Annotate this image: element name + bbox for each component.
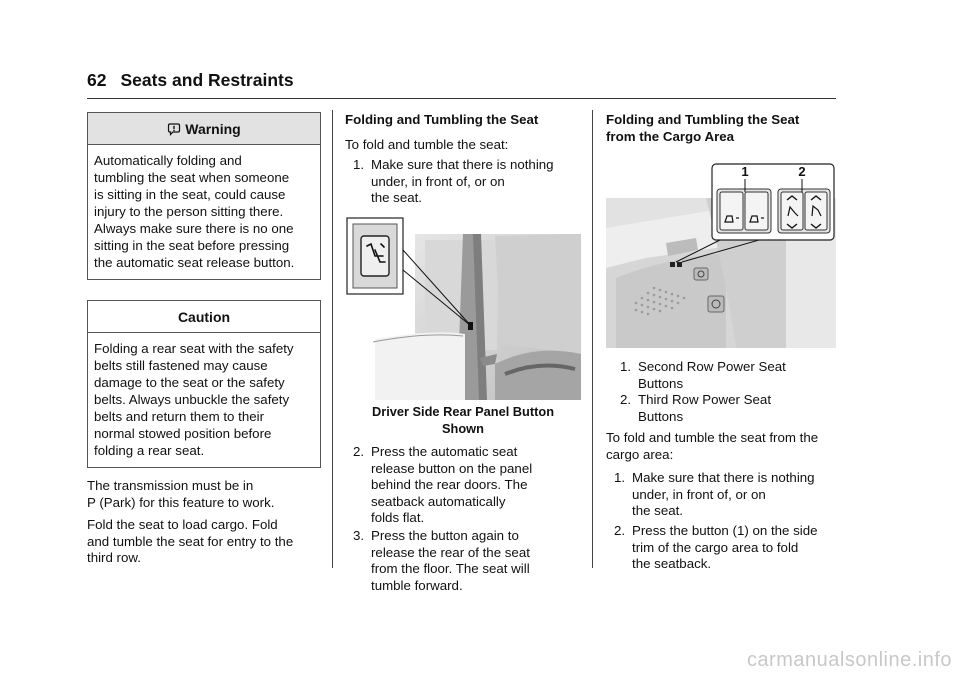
callout-1: 1	[741, 164, 749, 179]
cargo-step-2	[614, 523, 840, 573]
legend-item-2	[620, 392, 840, 426]
caution-line: belts still fastened may cause	[94, 358, 268, 373]
text-line: Make sure that there is nothing	[371, 157, 554, 172]
subheading-fold-tumble: Folding and Tumbling the Seat	[345, 112, 539, 127]
text-line: and tumble the seat for entry to the	[87, 533, 294, 549]
step-number: 1.	[614, 470, 626, 485]
text-line: release button on the panel	[371, 460, 533, 476]
step-number: 3.	[353, 528, 365, 543]
caution-header	[88, 301, 320, 333]
step-2	[353, 444, 583, 528]
cargo-intro	[606, 430, 818, 463]
column-divider	[332, 110, 333, 568]
text-line: tumble forward.	[371, 577, 463, 593]
transmission-note	[87, 478, 274, 511]
text-line: Fold the seat to load cargo. Fold	[87, 517, 278, 532]
text-line: Third Row Power Seat	[638, 392, 772, 407]
text-line: Press the button (1) on the side	[632, 523, 818, 538]
step-number: 1.	[353, 157, 365, 172]
text-line: release the rear of the seat	[371, 544, 530, 560]
warning-line: tumbling the seat when someone	[94, 170, 290, 185]
step-number: 2.	[614, 523, 626, 538]
caution-box	[87, 300, 321, 468]
text-line: P (Park) for this feature to work.	[87, 494, 275, 510]
second-row-button-right	[745, 192, 768, 230]
caution-line: Folding a rear seat with the safety	[94, 341, 294, 356]
column-divider	[592, 110, 593, 568]
subheading-cargo-area	[606, 112, 799, 145]
legend-number: 2.	[620, 392, 632, 407]
header-rule	[87, 98, 836, 99]
text-line: Second Row Power Seat	[638, 359, 786, 374]
text-line: Make sure that there is nothing	[632, 470, 815, 485]
text-line: Buttons	[638, 375, 684, 391]
legend-text	[638, 392, 771, 425]
caution-line: normal stowed position before	[94, 426, 272, 441]
text-line: seatback automatically	[371, 493, 506, 509]
text-line: To fold and tumble the seat from the	[606, 430, 819, 445]
step-1	[353, 157, 583, 207]
callout-2: 2	[798, 164, 806, 179]
page-header	[87, 70, 294, 91]
warning-text	[88, 145, 320, 279]
text-line: third row.	[87, 550, 141, 565]
heading-line: Folding and Tumbling the Seat	[606, 112, 800, 127]
fold-intro: To fold and tumble the seat:	[345, 137, 509, 152]
text-line: Press the automatic seat	[371, 444, 518, 459]
legend-text	[638, 359, 786, 392]
third-row-button-right	[805, 192, 827, 230]
heading-line: from the Cargo Area	[606, 128, 735, 144]
caution-line: belts. Always unbuckle the safety	[94, 392, 290, 407]
text-line: trim of the cargo area to fold	[632, 539, 799, 555]
section-title: Seats and Restraints	[120, 70, 294, 90]
step-number: 2.	[353, 444, 365, 459]
text-line: Press the button again to	[371, 528, 519, 543]
warning-line: the automatic seat release button.	[94, 255, 295, 270]
page-number: 62	[87, 70, 107, 90]
text-line: behind the rear doors. The	[371, 477, 528, 492]
warning-line: injury to the person sitting there.	[94, 204, 284, 219]
warning-line: sitting in the seat before pressing	[94, 238, 290, 253]
step-text	[371, 157, 554, 207]
warning-icon	[167, 122, 181, 136]
caution-line: folding a rear seat.	[94, 443, 205, 458]
caption-line: Shown	[442, 421, 484, 436]
fold-note	[87, 517, 293, 567]
text-line: The transmission must be in	[87, 478, 254, 493]
warning-line: Always make sure there is no one	[94, 221, 294, 236]
step-3	[353, 528, 583, 596]
rear-panel-button-illustration	[345, 214, 581, 400]
step-text	[371, 444, 532, 527]
caption-line: Driver Side Rear Panel Button	[371, 404, 555, 419]
cargo-area-buttons-illustration	[606, 158, 836, 348]
caution-line: belts and return them to their	[94, 409, 264, 424]
second-row-button-left	[720, 192, 743, 230]
cargo-step-1	[614, 470, 840, 520]
caution-line: damage to the seat or the safety	[94, 375, 285, 390]
caution-text	[88, 333, 320, 467]
third-row-button-left	[781, 192, 803, 230]
warning-header	[88, 113, 320, 145]
text-line: the seat.	[632, 503, 684, 518]
text-line: cargo area:	[606, 446, 674, 462]
text-line: from the floor. The seat will	[371, 561, 530, 576]
text-line: folds flat.	[371, 510, 425, 525]
watermark: carmanualsonline.info	[746, 649, 952, 671]
text-line: under, in front of, or on	[371, 173, 505, 189]
text-line: Buttons	[638, 408, 684, 424]
text-line: the seatback.	[632, 556, 712, 571]
step-text	[632, 523, 818, 573]
step-text	[371, 528, 530, 594]
warning-title: Warning	[185, 120, 241, 137]
legend-item-1	[620, 359, 840, 393]
caution-title: Caution	[177, 308, 231, 325]
legend-number: 1.	[620, 359, 632, 374]
text-line: the seat.	[371, 190, 423, 205]
step-text	[632, 470, 815, 520]
warning-line: Automatically folding and	[94, 153, 242, 168]
text-line: under, in front of, or on	[632, 486, 766, 502]
warning-box	[87, 112, 321, 280]
figure-caption	[345, 403, 581, 437]
warning-line: is sitting in the seat, could cause	[94, 187, 286, 202]
